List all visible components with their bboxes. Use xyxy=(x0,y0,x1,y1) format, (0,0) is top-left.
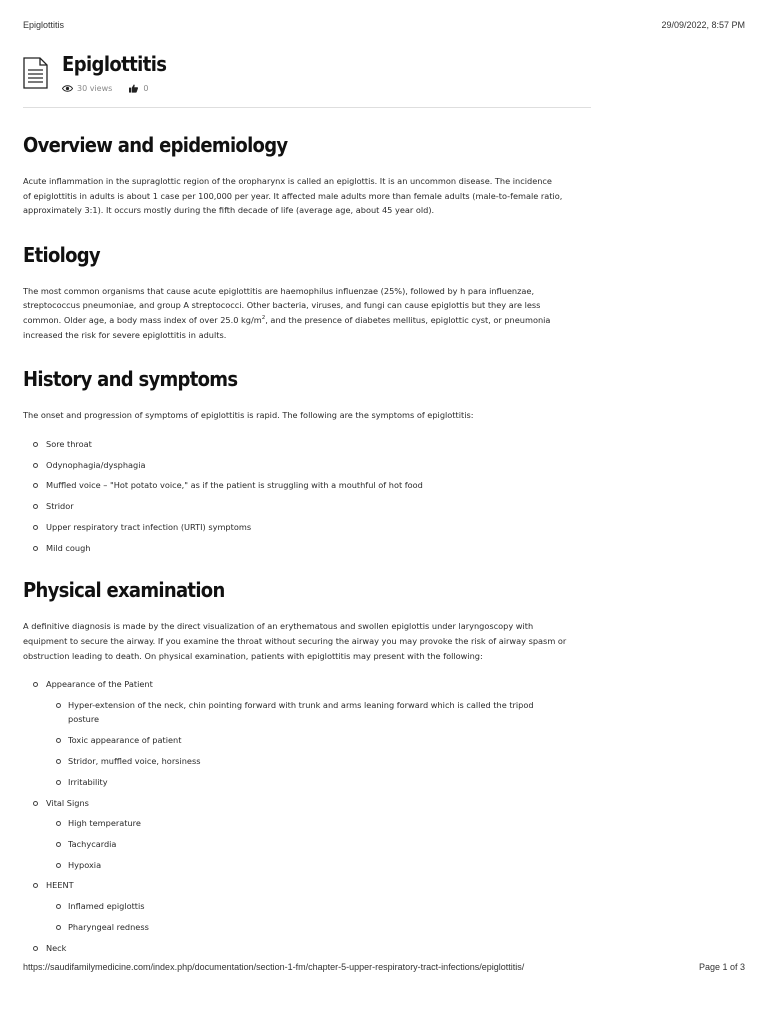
views-count xyxy=(62,84,112,93)
text-line: streptococcus pneumoniae, and group A streptococci. Other bacteria, viruses, and fungi can cause epiglottis but they are less xyxy=(23,300,541,311)
list-item: Inflamed epiglottis xyxy=(46,899,591,914)
text-line: , and the presence of diabetes mellitus, epiglottic cyst, or pneumonia xyxy=(265,314,551,325)
text-line: equipment to secure the airway. If you examine the throat without securing the airway you may provoke the risk of airway spasm or xyxy=(23,636,567,647)
list-item xyxy=(23,878,591,934)
section-heading-history: History and symptoms xyxy=(23,367,238,392)
list-item: Stridor xyxy=(23,499,591,514)
list-item: Upper respiratory tract infection (URTI) symptoms xyxy=(23,520,591,535)
list-item xyxy=(23,677,591,789)
item-text: posture xyxy=(68,714,100,725)
page-number: Page 1 of 3 xyxy=(698,962,745,972)
likes-count: 0 xyxy=(143,84,149,93)
page-title: Epiglottitis xyxy=(62,52,167,76)
group-label: Appearance of the Patient xyxy=(46,679,153,690)
group-label: HEENT xyxy=(46,880,74,891)
print-footer xyxy=(23,962,745,972)
list-item: Mild cough xyxy=(23,541,591,556)
list-item: Muffled voice – "Hot potato voice," as if the patient is struggling with a mouthful of hot food xyxy=(23,478,591,493)
section-heading-physical: Physical examination xyxy=(23,578,225,603)
text-line: common. Older age, a body mass index of over 25.0 kg/m xyxy=(23,314,262,325)
text-line: increased the risk for severe epiglottitis in adults. xyxy=(23,329,227,340)
text-line: approximately 3:1). It occurs mostly during the fifth decade of life (average age, about 45 year old). xyxy=(23,205,435,216)
group-label: Neck xyxy=(46,942,67,953)
text-line: obstruction leading to death. On physical examination, patients with epiglottitis may present with the following: xyxy=(23,650,483,661)
history-intro: The onset and progression of symptoms of epiglottitis is rapid. The following are the symptoms of epiglottitis: xyxy=(23,410,474,421)
print-header xyxy=(23,20,745,30)
physical-paragraph xyxy=(23,619,591,663)
eye-icon xyxy=(62,84,73,93)
text-line: The most common organisms that cause acute epiglottitis are haemophilus influenzae (25%), followed by h para influenzae, xyxy=(23,285,535,296)
group-label: Vital Signs xyxy=(46,797,89,808)
article-meta xyxy=(62,84,148,93)
superscript: 2 xyxy=(261,314,266,321)
list-item: Tachycardia xyxy=(46,837,591,852)
list-item: Sore throat xyxy=(23,437,591,452)
etiology-paragraph xyxy=(23,284,591,342)
text-line: A definitive diagnosis is made by the direct visualization of an erythematous and swollen epiglottis under laryngoscopy with xyxy=(23,621,534,632)
list-item xyxy=(23,796,591,873)
list-item: Irritability xyxy=(46,775,591,790)
list-item: Toxic appearance of patient xyxy=(46,733,591,748)
sub-list xyxy=(46,816,591,872)
list-item: Pharyngeal redness xyxy=(46,920,591,935)
list-item: Odynophagia/dysphagia xyxy=(23,458,591,473)
sub-list xyxy=(46,698,591,790)
page-url[interactable]: https://saudifamilymedicine.com/index.php/documentation/section-1-fm/chapter-5-upper-respiratory-tract-infections/epiglottitis/ xyxy=(23,962,525,972)
text-line: Acute inflammation in the supraglottic region of the oropharynx is called an epiglottis. It is an uncommon disease. The incidence xyxy=(23,176,552,186)
like-button[interactable] xyxy=(128,84,148,93)
section-heading-overview: Overview and epidemiology xyxy=(23,133,288,157)
print-header-datetime: 29/09/2022, 8:57 PM xyxy=(661,20,745,30)
section-heading-etiology: Etiology xyxy=(23,242,100,267)
document-header xyxy=(23,52,591,108)
sub-list xyxy=(46,899,591,934)
print-header-title: Epiglottitis xyxy=(23,20,65,30)
list-item xyxy=(23,941,591,956)
document-icon xyxy=(23,57,48,89)
list-item: High temperature xyxy=(46,816,591,831)
views-label: 30 views xyxy=(77,84,113,93)
list-item: Stridor, muffled voice, horsiness xyxy=(46,754,591,769)
item-text: Hyper-extension of the neck, chin pointing forward with trunk and arms leaning forward which is called the tripod xyxy=(68,699,534,710)
exam-list xyxy=(23,677,591,955)
text-line: of epiglottitis in adults is about 1 case per 100,000 per year. It affected male adults more than female adults (male-to-female ratio, xyxy=(23,190,563,201)
symptoms-list xyxy=(23,437,591,556)
list-item: Hypoxia xyxy=(46,858,591,873)
article-content xyxy=(23,130,591,961)
list-item xyxy=(46,698,591,727)
thumbs-up-icon xyxy=(128,84,139,93)
overview-paragraph xyxy=(23,174,591,218)
